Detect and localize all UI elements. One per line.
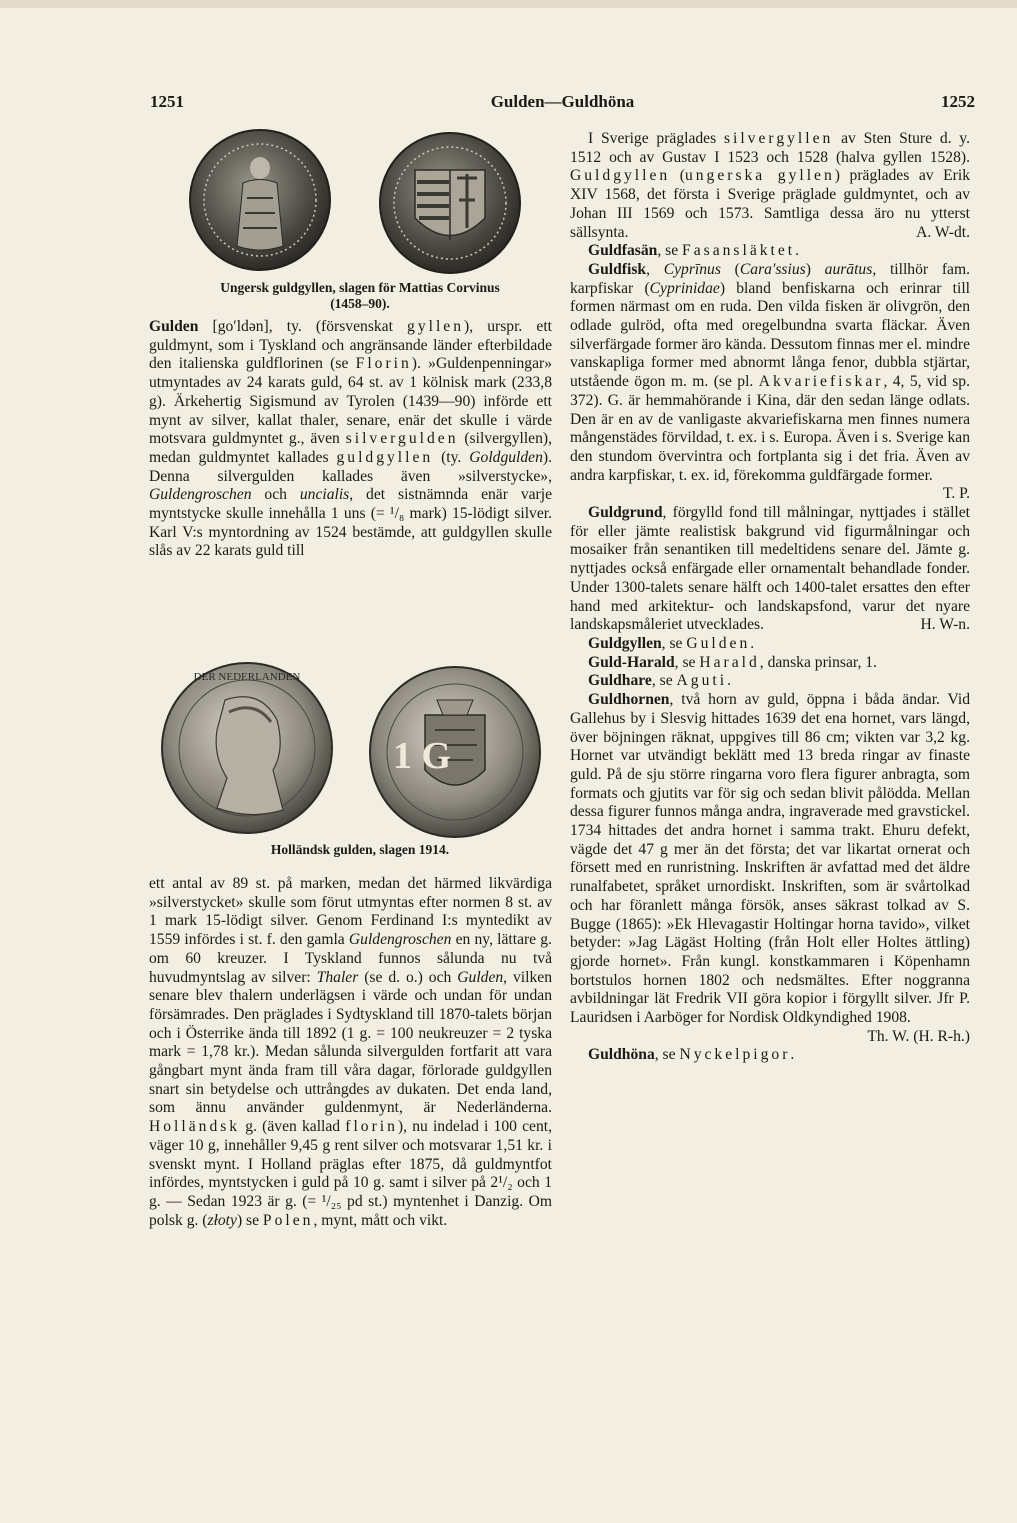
coin-obverse [190,130,330,270]
italic-term: Thaler [316,968,359,986]
signature: Th. W. (H. R-h.) [867,1027,970,1045]
text-span: av Sten Sture d. y. 1512 och av Gustav I 1523 och 1528 (halva gyllen 1528). [570,130,970,166]
headword-gulden: Gulden [149,318,199,335]
spaced-term: silvergyllen [723,130,834,147]
text-span: ) [805,260,825,278]
italic-term: Guldengroschen [149,486,252,504]
text-span: ) präglades av Erik XIV 1568, det första i Sverige präglade guldmyntet, och av Johan III 1569 och 1573. Samtliga dessa äro nu ytterst sällsynta. [570,167,970,241]
coin-legend-text: DER NEDERLANDEN [193,671,301,683]
cross-reference: Aguti [676,672,728,690]
article-gulden-part1 [149,318,552,561]
text-span: . [790,1046,795,1064]
coin-portrait-side [162,663,332,833]
text-span: ) se [236,1211,263,1229]
headword-guldfisk: Guldfisk [588,260,647,278]
cross-reference: Harald [699,653,760,671]
entry-guldhare [570,672,970,691]
page-number-right: 1252 [941,92,975,111]
entry-guldfasan [570,242,970,261]
text-span: , se [657,242,683,260]
text-span: och [251,486,300,504]
entry-guldgyllen [570,635,970,654]
spaced-term: gyllen [407,318,465,335]
figure1-caption-line1: Ungersk guldgyllen, slagen för Mattias Corvinus [220,280,500,295]
text-span: , se [661,634,687,652]
right-column [570,130,970,1065]
text-span: , se [654,1046,680,1064]
spaced-term: guldgyllen [336,448,434,466]
cross-reference: Akvariefiskar [758,373,884,391]
text-span: (silvergyllen), medan guldmyntet kallades [149,430,552,466]
italic-term: Guldengroschen [348,931,452,949]
signature: A. W-dt. [916,223,970,241]
figure1-caption-line2: (1458–90). [330,296,390,311]
scan-edge [0,0,1017,8]
text-span: . [795,242,800,260]
article-gulden-part2 [149,875,552,1230]
text-span: ). Denna silvergulden kallades även »silverstycke», [149,448,552,485]
spaced-term: silvergulden [345,430,459,448]
text-span: , se [651,672,677,690]
italic-term: Gulden [457,968,504,986]
entry-guldhornen [570,691,970,1045]
text-span: . [750,634,755,652]
spaced-term: Holländsk [149,1118,241,1136]
coin-reverse [380,133,520,273]
italic-term: złoty [207,1211,237,1229]
entry-guldfisk [570,260,971,503]
text-span: , förgylld fond till målningar, nyttjades i stället för eller jämte realistisk bakgrund vid figurmålningar och mosaiker från senantiken till medeltidens senare del. Jämte g. nyttjades också enfärgade eller ornamentalt behandlade fonder. Under 1300-talets senare hälft och 1400-talet ersattes den efter hand med arkitektur- och landskapsfond, varur det nyare landskapsmåleriet utvecklades. [570,504,970,634]
italic-term: Cyprīnus [663,260,721,278]
figure2-caption-text: Holländsk gulden, slagen 1914. [270,842,450,857]
running-title: Gulden—Guldhöna [490,92,635,111]
text-span: ) bland benfiskarna och erinrar till formen närmast om en ruda. Den vilda fisken är olivgrön, den odlade gulröd, ofta med oregelbundna svarta fläckar. Även silverfärgade former äro kända. Dessutom finnas mer el. mindre vanskapliga former med abnormt långa fenor, dubbla stjärtar, utstående ögon m. m. (se pl. [570,279,970,391]
headword-guldgyllen: Guldgyllen [588,634,662,652]
figure2-caption [160,842,560,858]
italic-term: aurātus [824,260,873,278]
cross-reference: Nyckelpigor [679,1046,791,1064]
text-span: ). »Guldenpenningar» utmyntades av 24 karats guld, 64 st. av 1 kölnisk mark (233,8 g). Ärkehertig Sigismund av Tyrolen (1439—90) införde ett mynt av silver, kallat thaler, senare, enär det skulle i värde motsvara guldmyntet g., även [149,355,553,448]
italic-term: Cara′ssius [739,260,806,278]
coin-arms-side [370,667,540,837]
coin-denomination: 1 G [393,735,452,777]
italic-term: uncialis [299,486,350,504]
headword-guldhona: Guldhöna [588,1046,655,1064]
page-number-left: 1251 [150,92,184,111]
entry-guldgrund [570,504,970,635]
text-span: . [727,672,731,690]
entry-guld-harald [570,654,970,673]
text-span: , danska prinsar, 1. [759,653,877,671]
text-span: [go′ldən], ty. (försvenskat [198,318,408,335]
text-span: ( [670,167,685,185]
headword-guldfasan: Guldfasän [588,242,658,260]
headword-guldgrund: Guldgrund [588,504,663,522]
text-span: , mynt, mått och vikt. [313,1211,448,1229]
headword-guld-harald: Guld-Harald [588,653,675,671]
text-span: ), nu indelad i 100 cent, väger 10 g, innehåller 9,45 g rent silver och motsvarar 1,51 kr. i svenskt mynt. I Holland präglas efter 1875, då guldmyntfot infördes, myntstycken i guld på 10 g. samt i silver på 2¹/₂ och 1 g. — Sedan 1923 är g. (= ¹/₂₅ pd st.) myntenhet i Danzig. Om polsk g. ( [149,1118,552,1229]
cross-reference: Gulden [686,634,751,652]
text-span: ), urspr. ett guldmynt, som i Tyskland och angränsande länder efterbildade den italienska guldflorinen (se [149,318,552,373]
text-span: (ty. [433,448,470,466]
text-span: , [646,260,664,278]
text-span: (se d. o.) och [358,968,458,986]
text-span: , det sistnämnda enär varje myntstycke skulle innehålla 1 uns (= ¹/₈ mark) 15-lödigt silver. Karl V:s myntordning av 1524 bestämde, att guldgyllen skulle slås av 22 karats guld till [149,486,552,560]
cross-reference: Florin [355,355,412,373]
entry-guldhona [570,1046,970,1065]
paragraph-sverige [570,130,970,242]
signature: H. W-n. [920,616,970,634]
text-span: ett antal av 89 st. på marken, medan det härmed likvärdiga »silverstycket» skulle som förut utmyntas efter normen 8 st. av 1 mark 15-lödigt silver. Genom Ferdinand I:s myntedikt av 1559 infördes i st. f. den gamla [149,875,552,949]
text-span: ( [720,260,740,278]
figure1-caption [160,280,560,312]
cross-reference: Fasansläktet [682,242,796,260]
spaced-term: ungerska gyllen [684,167,835,185]
italic-term: Goldgulden [469,448,543,466]
headword-guldhornen: Guldhornen [588,691,670,709]
italic-term: Cyprinidae [649,279,720,297]
text-span: g. (även kallad [240,1118,346,1136]
spaced-term: florin [345,1118,398,1136]
spaced-term: Guldgyllen [570,167,671,185]
text-span: , 4, 5, vid sp. 372). G. är hemmahörande i Kina, där den sedan länge odlats. Den är en av de vanligaste akvariefiskarna men finnes numera mångenstädes förvildad, t. ex. i s. Europa. Även i s. Sverige kan den stundom övervintra och fortplanta sig i det fria. Även av andra karpfiskar, t. ex. id, förekomma guldfärgade former. [570,373,971,484]
text-span: , tillhör fam. karpfiskar ( [570,260,970,297]
text-span: , vilken senare blev thalern underlägsen i värde och undan för undan försämrades. Den präglades i Sydtyskland till 1870-talets början och i Österrike ända till 1892 (1 g. = 100 neukreuzer = 2 tyska mark = 1,78 kr.). Medan sålunda silvergulden fortfarit att vara gångbart mynt ända fram till våra dagar, förlorade guldgyllen snart sin betydelse och uttrångdes av dukaten. Det enda land, som ännu använder guldenmynt, är Nederländerna. [149,968,552,1117]
dutch-coin-figure [155,660,550,840]
text-span: , se [674,653,700,671]
text-span: I Sverige präglades [588,130,724,147]
signature: T. P. [942,485,970,503]
headword-guldhare: Guldhare [588,672,652,690]
running-header [150,92,975,116]
text-span: en ny, lättare g. om 60 kreuzer. I Tyskland funnos sålunda nu två huvudmyntslag av silver: [149,931,552,986]
hungarian-coin-figure [185,128,530,278]
cross-reference: Polen [262,1211,314,1229]
text-span: , två horn av guld, öppna i båda ändar. Vid Gallehus by i Slesvig hittades 1639 det ena hornet, vars längd, över böjningen räknat, uppgives till 86 cm; vikten var 3,2 kg. Hornet var utvändigt beklätt med 13 breda ringar av finaste guld. På de sju större ringarna voro flera figurer anbragta, som formats och gjutits var för sig och sedan blivit pålödda. Mellan dessa figurer funnos många andra, ingraverade med gravstickel. 1734 hittades det andra hornet i samma trakt. Ehuru defekt, vägde det 47 g mer än det första; det var likartat ornerat och försett med en runristning. Inskriften är avfattad med det äldre runalfabetet, språket urnordiskt. Inskriften, som är svårtolkad och har föranlett många försök, anses säkrast tolkad av S. Bugge (1865): »Ek Hlevagastir Holtingar horna tavido», vilket betyder: »Jag Lägäst Holting (från Holt eller Holtes ättling) gjorde hornet». Från kungl. konstkammaren i Köpenhamn bortstulos hornen 1802 och nedsmältes. Efter noggranna avbildningar lät Fredrik VII göra kopior i förgyllt silver. Jfr P. Lauridsen i Aarböger for Nordisk Oldkyndighed 1908. [570,691,970,1027]
